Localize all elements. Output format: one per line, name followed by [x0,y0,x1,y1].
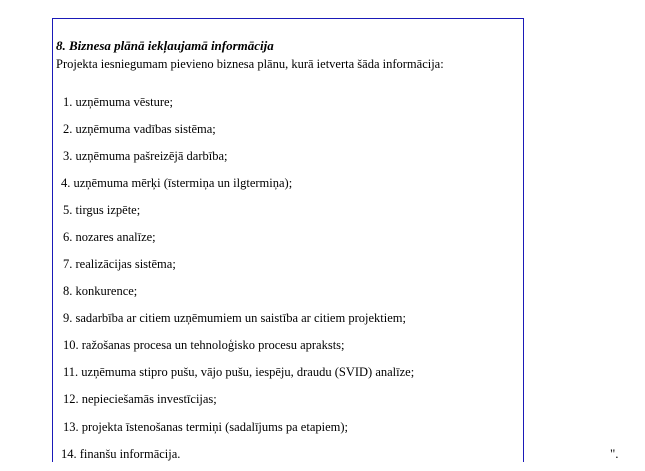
list-item: 3. uzņēmuma pašreizējā darbība; [63,149,228,163]
list-item: 9. sadarbība ar citiem uzņēmumiem un saistība ar citiem projektiem; [63,311,406,325]
list-item: 13. projekta īstenošanas termiņi (sadalījums pa etapiem); [63,420,348,434]
list-item: 12. nepieciešamās investīcijas; [63,392,217,406]
list-item: 14. finanšu informācija. [61,447,181,461]
closing-quote-mark: ". [610,446,619,461]
list-item: 2. uzņēmuma vadības sistēma; [63,122,216,136]
list-item: 11. uzņēmuma stipro pušu, vājo pušu, iespēju, draudu (SVID) analīze; [63,365,415,379]
list-item: 4. uzņēmuma mērķi (īstermiņa un ilgtermiņa); [61,176,293,190]
list-item: 1. uzņēmuma vēsture; [63,95,174,109]
section-intro: Projekta iesniegumam pievieno biznesa plānu, kurā ietverta šāda informācija: [56,57,444,71]
list-item: 6. nozares analīze; [63,230,156,244]
list-item: 5. tirgus izpēte; [63,203,141,217]
list-item: 8. konkurence; [63,284,138,298]
list-item: 10. ražošanas procesa un tehnoloģisko procesu apraksts; [63,338,345,352]
list-item: 7. realizācijas sistēma; [63,257,176,271]
section-heading: 8. Biznesa plānā iekļaujamā informācija [56,38,274,53]
